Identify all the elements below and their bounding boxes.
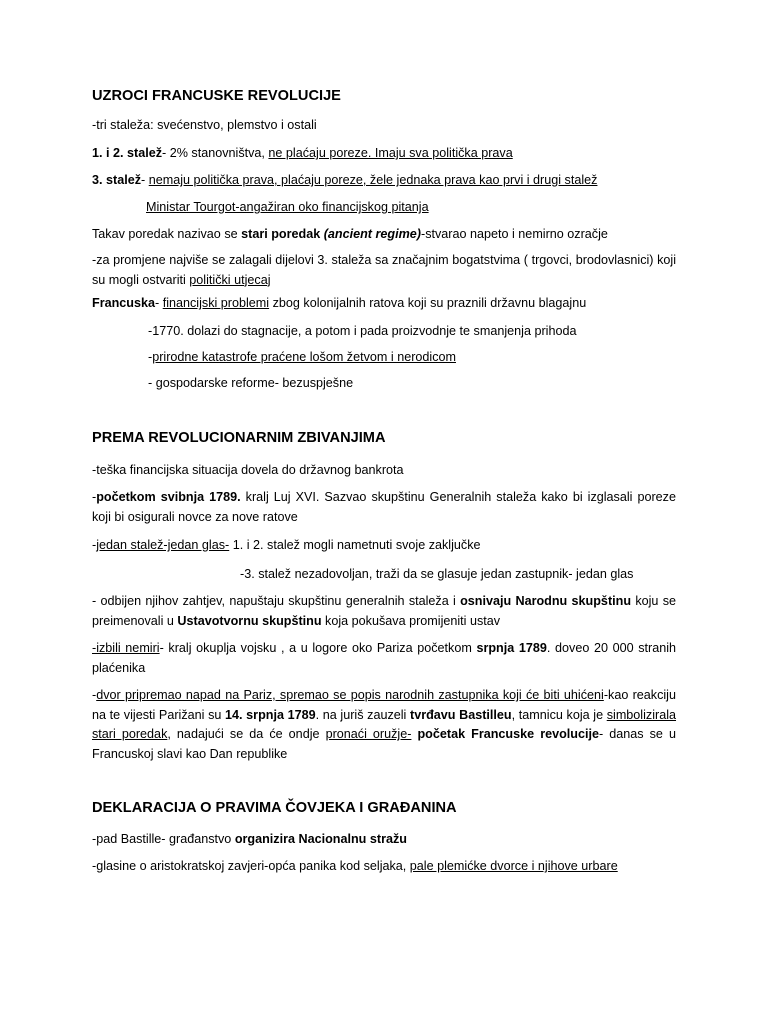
paragraph-nemiri: -izbili nemiri- kralj okuplja vojsku , a u logore oko Pariza početkom srpnja 1789. doveo 20 000 stranih plaćenika (92, 641, 677, 675)
paragraph-prvi-drugi-stalez: 1. i 2. stalež- 2% stanovništva, ne plaćaju poreze. Imaju sva politička prava (92, 146, 513, 160)
paragraph-bastille: -dvor pripremao napad na Pariz, spremao se popis narodnih zastupnika koji će biti uhićeni-kao reakciju na te vijesti Parižani su 14. srpnja 1789. na juriš zauzeli tvrđavu Bastilleu, tamnicu koja je simbolizirala stari poredak, nadajući se da će ondje pronaći oružje- početak Francuske revolucije- danas se u Francuskoj slavi kao Dan republike (92, 688, 677, 761)
paragraph-jedan-glas: -jedan stalež-jedan glas- 1. i 2. stalež mogli nametnuti svoje zaključke (92, 538, 481, 552)
paragraph-svibanj: -početkom svibnja 1789. kralj Luj XVI. Sazvao skupštinu Generalnih staleža kako bi izglasali poreze koji bi osigurali novce za nove ratove (92, 490, 676, 524)
paragraph-promjene: -za promjene najviše se zalagali dijelovi 3. staleža sa značajnim bogatstvima ( trgovci, brodovlasnici) koji su mogli ostvariti politički utjecaj (92, 253, 676, 287)
paragraph-narodna-skupstina: - odbijen njihov zahtjev, napuštaju skupštinu generalnih staleža i osnivaju Narodnu skupštinu koju se preimenovali u Ustavotvornu skupštinu koja pokušava promijeniti ustav (92, 594, 677, 628)
paragraph-pad-bastille: -pad Bastille- građanstvo organizira Nacionalnu stražu (92, 832, 407, 846)
section-heading-uzroci: UZROCI FRANCUSKE REVOLUCIJE (92, 88, 341, 104)
paragraph-glasine: -glasine o aristokratskoj zavjeri-opća panika kod seljaka, pale plemićke dvorce i njihove urbare (92, 859, 618, 873)
section-heading-deklaracija: DEKLARACIJA O PRAVIMA ČOVJEKA I GRAĐANINA (92, 800, 457, 816)
paragraph-tourgot: Ministar Tourgot-angažiran oko financijskog pitanja (146, 200, 429, 214)
paragraph-staleza: -tri staleža: svećenstvo, plemstvo i ostali (92, 118, 317, 132)
paragraph-nezadovoljan: -3. stalež nezadovoljan, traži da se glasuje jedan zastupnik- jedan glas (240, 567, 634, 581)
paragraph-bankrot: -teška financijska situacija dovela do državnog bankrota (92, 463, 404, 477)
section-heading-zbivanja: PREMA REVOLUCIONARNIM ZBIVANJIMA (92, 430, 386, 446)
paragraph-treci-stalez: 3. stalež- nemaju politička prava, plaćaju poreze, žele jednaka prava kao prvi i drugi stalež (92, 173, 598, 187)
paragraph-reforme: - gospodarske reforme- bezuspješne (148, 376, 354, 390)
paragraph-stari-poredak: Takav poredak nazivao se stari poredak (ancient regime)-stvarao napeto i nemirno ozračje (92, 227, 608, 241)
paragraph-francuska: Francuska- financijski problemi zbog kolonijalnih ratova koji su praznili državnu blagajnu (92, 296, 587, 310)
paragraph-stagnacija: -1770. dolazi do stagnacije, a potom i pada proizvodnje te smanjenja prihoda (148, 324, 577, 338)
paragraph-katastrofe: -prirodne katastrofe praćene lošom žetvom i nerodicom (148, 350, 456, 364)
